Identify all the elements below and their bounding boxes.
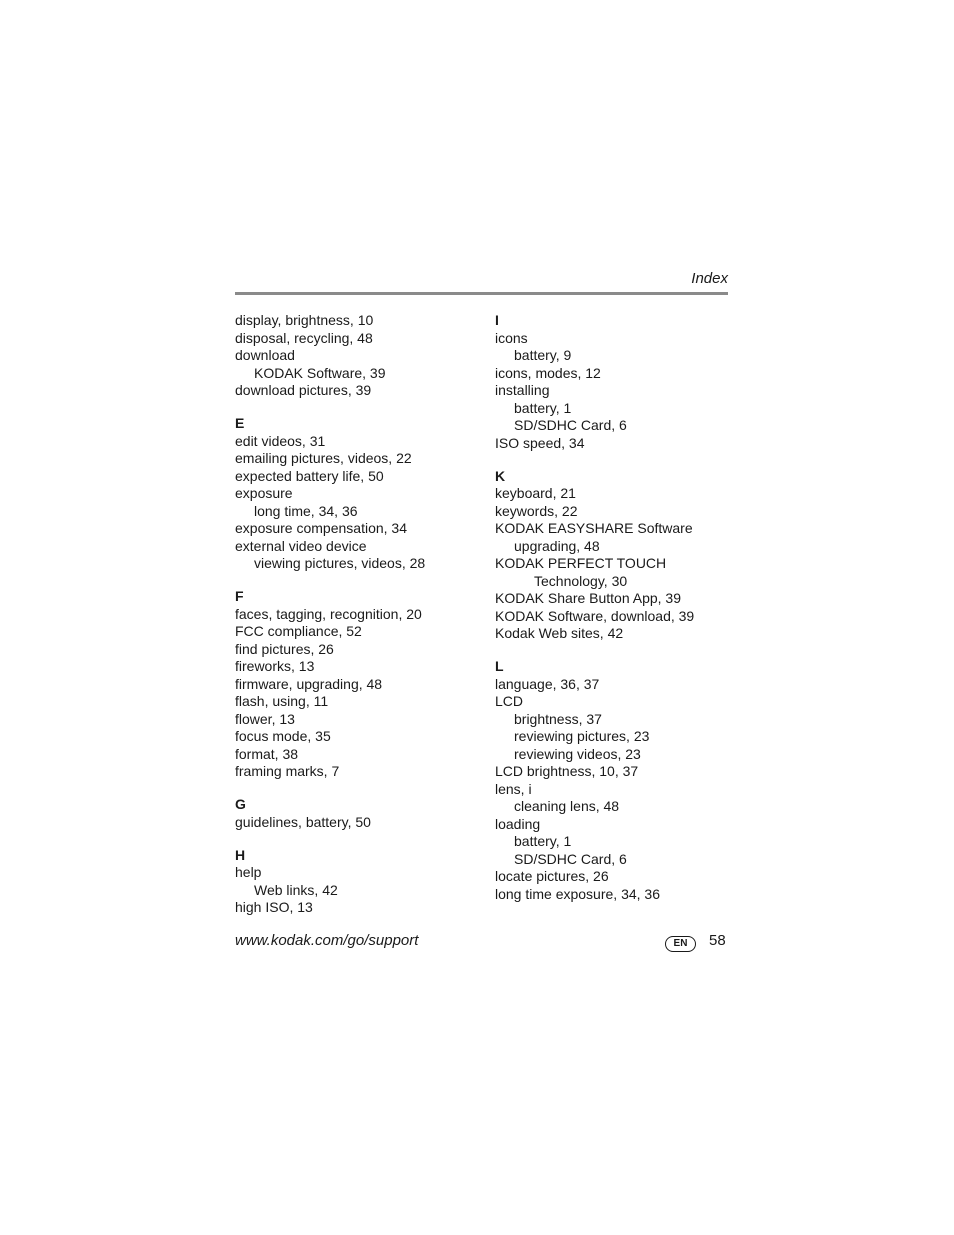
index-entry: download — [235, 347, 295, 363]
index-entry: focus mode, 35 — [235, 728, 331, 744]
page-number: 58 — [709, 932, 726, 949]
index-entry: keywords, 22 — [495, 502, 578, 519]
index-subentry: battery, 9 — [514, 347, 572, 363]
index-entry: expected battery life, 50 — [235, 467, 384, 484]
index-entry: display, brightness, 10 — [235, 312, 374, 328]
support-url: www.kodak.com/go/support — [235, 932, 419, 949]
index-section — [495, 468, 745, 643]
index-column-right — [495, 312, 745, 919]
index-entry: guidelines, battery, 50 — [235, 813, 371, 830]
index-column-left — [235, 312, 485, 932]
index-subentry: Web links, 42 — [254, 881, 338, 898]
index-entry: loading — [495, 815, 541, 832]
index-subentry: SD/SDHC Card, 6 — [514, 417, 627, 433]
index-entry: KODAK Software, download, 39 — [495, 607, 695, 624]
index-subentry: brightness, 37 — [514, 710, 602, 727]
language-badge: EN — [665, 936, 696, 952]
index-entry: LCD — [495, 693, 524, 709]
index-subentry: KODAK Software, 39 — [254, 364, 386, 381]
index-entry: exposure compensation, 34 — [235, 520, 407, 536]
index-entry: find pictures, 26 — [235, 640, 334, 657]
index-entry: KODAK Share Button App, 39 — [495, 590, 682, 606]
index-entry: high ISO, 13 — [235, 899, 313, 915]
index-subentry: reviewing pictures, 23 — [514, 728, 650, 744]
index-section — [495, 658, 745, 903]
index-entry: language, 36, 37 — [495, 675, 600, 692]
index-subentry: SD/SDHC Card, 6 — [514, 850, 627, 867]
index-section — [235, 415, 485, 573]
index-entry: format, 38 — [235, 745, 299, 762]
index-subentry: battery, 1 — [514, 833, 572, 849]
index-entry: framing marks, 7 — [235, 763, 340, 779]
index-entry: KODAK EASYSHARE Software — [495, 520, 693, 536]
index-entry: flower, 13 — [235, 710, 295, 727]
index-entry: emailing pictures, videos, 22 — [235, 450, 412, 466]
index-entry: disposal, recycling, 48 — [235, 329, 373, 346]
index-subentry: viewing pictures, videos, 28 — [254, 555, 426, 571]
index-entry: locate pictures, 26 — [495, 868, 609, 884]
index-section — [235, 588, 485, 781]
section-letter: E — [235, 415, 245, 431]
index-subentry: upgrading, 48 — [514, 537, 600, 554]
index-subentry: Technology, 30 — [534, 572, 628, 589]
index-entry: Kodak Web sites, 42 — [495, 625, 624, 641]
index-entry: flash, using, 11 — [235, 693, 329, 709]
section-letter: K — [495, 467, 506, 484]
index-entry: faces, tagging, recognition, 20 — [235, 605, 422, 622]
index-entry: long time exposure, 34, 36 — [495, 885, 660, 902]
index-entry: help — [235, 864, 262, 880]
index-section — [235, 847, 485, 917]
index-entry: KODAK PERFECT TOUCH — [495, 555, 667, 571]
index-subentry: reviewing videos, 23 — [514, 745, 641, 762]
index-subentry: cleaning lens, 48 — [514, 798, 620, 814]
index-section — [235, 312, 485, 400]
index-section — [235, 796, 485, 831]
section-letter: F — [235, 588, 244, 604]
page-header-title: Index — [691, 270, 728, 287]
index-entry: LCD brightness, 10, 37 — [495, 763, 639, 779]
index-entry: icons, modes, 12 — [495, 364, 601, 381]
section-letter: G — [235, 796, 246, 812]
index-section — [495, 312, 745, 452]
index-subentry: long time, 34, 36 — [254, 502, 358, 519]
section-letter: I — [495, 312, 499, 328]
index-entry: download pictures, 39 — [235, 382, 372, 398]
index-entry: exposure — [235, 485, 293, 501]
section-letter: H — [235, 846, 246, 863]
index-subentry: battery, 1 — [514, 399, 572, 416]
index-entry: edit videos, 31 — [235, 432, 326, 449]
index-entry: firmware, upgrading, 48 — [235, 675, 383, 692]
index-entry: lens, i — [495, 780, 532, 797]
index-entry: ISO speed, 34 — [495, 434, 585, 451]
index-entry: FCC compliance, 52 — [235, 623, 362, 639]
section-letter: L — [495, 658, 504, 674]
index-entry: external video device — [235, 537, 367, 554]
index-entry: installing — [495, 382, 550, 398]
index-entry: keyboard, 21 — [495, 485, 576, 501]
index-entry: fireworks, 13 — [235, 658, 315, 674]
header-rule — [235, 292, 728, 295]
index-entry: icons — [495, 329, 528, 346]
